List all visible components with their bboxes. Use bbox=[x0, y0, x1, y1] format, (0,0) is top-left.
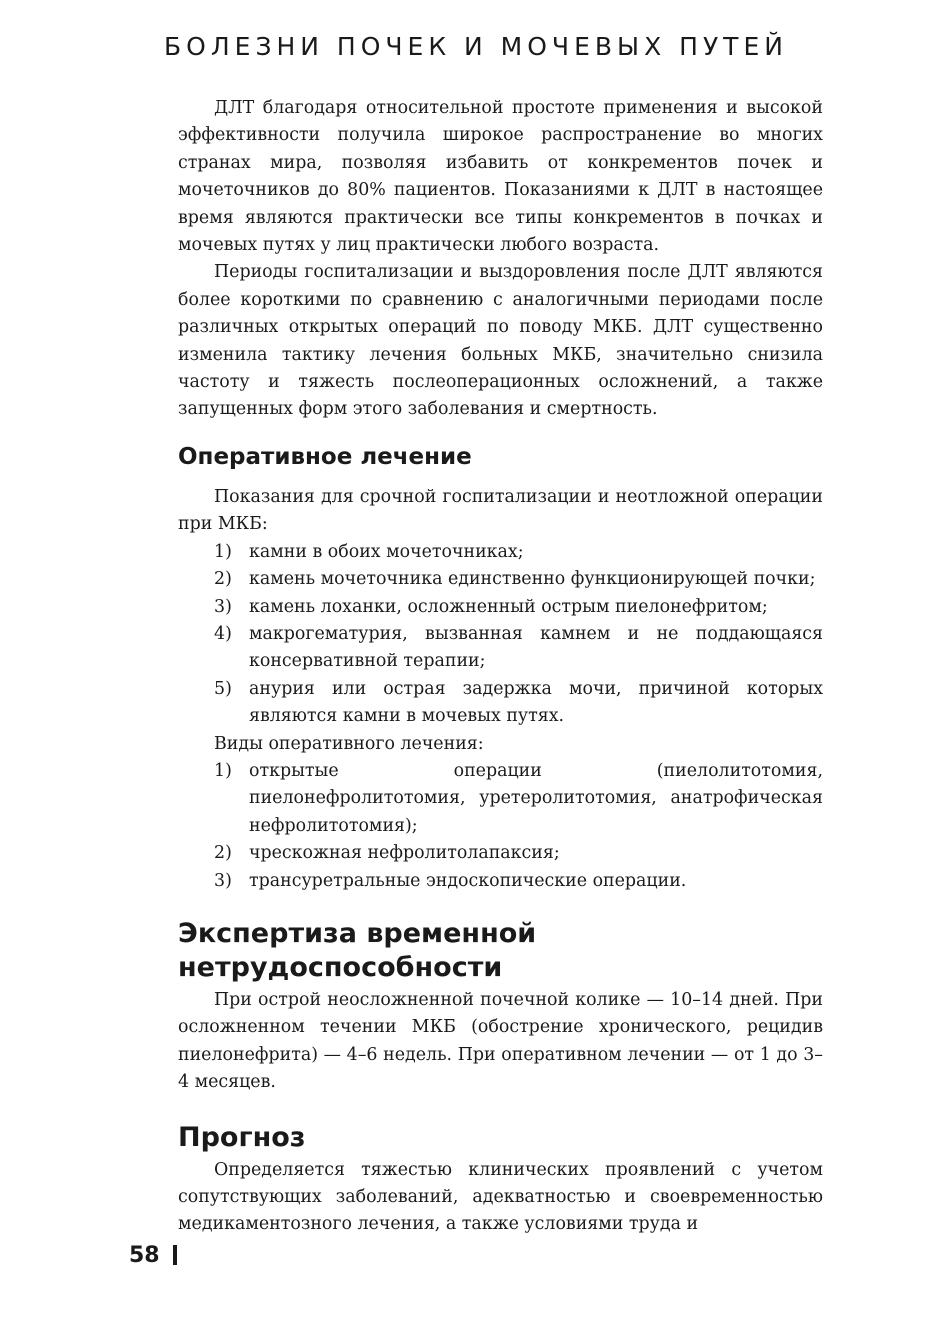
list-item bbox=[178, 758, 823, 840]
page-content bbox=[178, 95, 823, 1239]
folio-divider bbox=[173, 1245, 177, 1265]
list-item-text: макрогематурия, вызванная камнем и не поддающаяся консервативной терапии; bbox=[249, 623, 823, 672]
list-item-text: трансуретральные эндоскопические операции. bbox=[249, 870, 687, 891]
list-item bbox=[178, 566, 823, 593]
section-heading-prognosis: Прогноз bbox=[178, 1121, 306, 1153]
list-item-number: 2) bbox=[214, 843, 232, 864]
surgery-intro: Показания для срочной госпитализации и неотложной операции при МКБ: bbox=[178, 486, 823, 535]
list-item bbox=[178, 621, 823, 676]
list-item-number: 3) bbox=[214, 870, 232, 891]
list-item bbox=[178, 868, 823, 895]
list-item-number: 3) bbox=[214, 596, 232, 617]
section-heading-surgery: Оперативное лечение bbox=[178, 443, 472, 470]
list-item-text: камень лоханки, осложненный острым пиелонефритом; bbox=[249, 596, 768, 617]
running-head: БОЛЕЗНИ ПОЧЕК И МОЧЕВЫХ ПУТЕЙ bbox=[164, 32, 788, 61]
surgery-types-label: Виды оперативного лечения: bbox=[214, 733, 484, 754]
list-item-number: 1) bbox=[214, 760, 232, 781]
list-item bbox=[178, 539, 823, 566]
expertise-paragraph: При острой неосложненной почечной колике — 10–14 дней. При осложненном течении МКБ (обострение хронического, рецидив пиелонефрита) — 4–6 недель. При оперативном лечении — от 1 до 3–4 месяцев. bbox=[178, 989, 823, 1093]
page-number: 58 bbox=[129, 1243, 160, 1268]
indications-list bbox=[178, 539, 823, 731]
intro-paragraph-1: ДЛТ благодаря относительной простоте применения и высокой эффективности получила широкое распространение во многих странах мира, позволяя избавить от конкрементов почек и мочеточников до 80% пациентов. Показаниями к ДЛТ в настоящее время являются практически все типы конкрементов в почках и мочевых путях у лиц практически любого возраста. bbox=[178, 98, 823, 256]
list-item-number: 2) bbox=[214, 569, 232, 590]
surgery-types-list bbox=[178, 758, 823, 895]
section-heading-expertise: Экспертиза временной нетрудоспособности bbox=[178, 917, 537, 983]
list-item-text: чрескожная нефролитолапаксия; bbox=[249, 843, 560, 864]
list-item bbox=[178, 840, 823, 867]
list-item-text: открытые операции (пиелолитотомия, пиелонефролитотомия, уретеролитотомия, анатрофическая нефролитотомия); bbox=[249, 760, 823, 836]
list-item-number: 1) bbox=[214, 541, 232, 562]
prognosis-paragraph: Определяется тяжестью клинических проявлений с учетом сопутствующих заболеваний, адекватностью и своевременностью медикаментозного лечения, а также условиями труда и bbox=[178, 1159, 823, 1235]
list-item bbox=[178, 594, 823, 621]
list-item-text: камни в обоих мочеточниках; bbox=[249, 541, 524, 562]
intro-paragraph-2: Периоды госпитализации и выздоровления после ДЛТ являются более короткими по сравнению с аналогичными периодами после различных открытых операций по поводу МКБ. ДЛТ существенно изменила тактику лечения больных МКБ, значительно снизила частоту и тяжесть послеоперационных осложнений, а также запущенных форм этого заболевания и смертность. bbox=[178, 262, 823, 420]
list-item-text: камень мочеточника единственно функционирующей почки; bbox=[249, 569, 816, 590]
list-item bbox=[178, 676, 823, 731]
list-item-number: 5) bbox=[214, 678, 232, 699]
list-item-number: 4) bbox=[214, 623, 232, 644]
list-item-text: анурия или острая задержка мочи, причиной которых являются камни в мочевых путях. bbox=[249, 678, 823, 727]
